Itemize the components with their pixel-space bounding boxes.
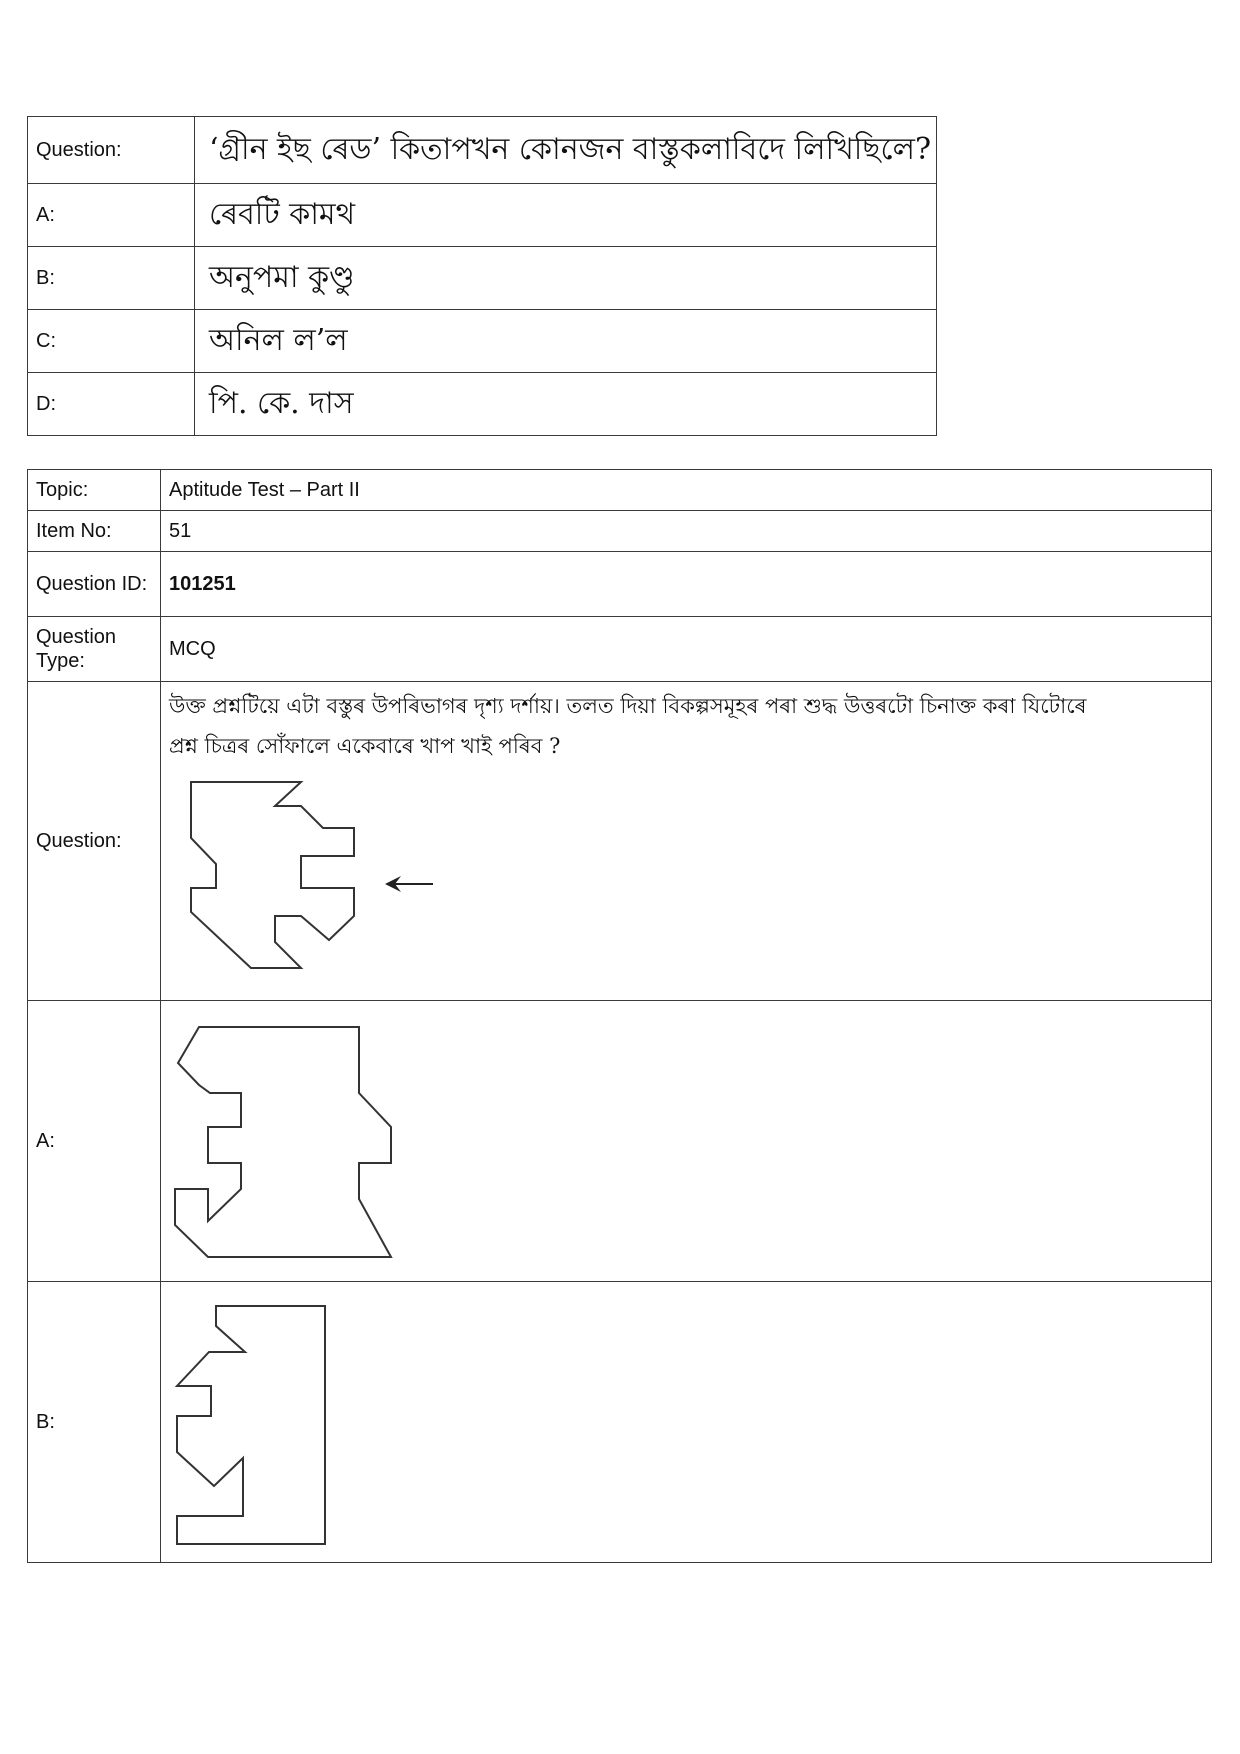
question-table-1 [27,116,937,436]
question-shape [191,782,354,968]
option-c-label: C: [28,310,195,373]
figure-option-a-cell [161,1001,1212,1282]
option-a-label: A: [28,184,195,247]
question-figure [161,766,481,976]
figure-question-cell [161,682,1212,1001]
topic-value: Aptitude Test – Part II [161,470,1212,511]
option-b-label: B: [28,247,195,310]
option-b-figure [161,1292,421,1552]
figure-question-label: Question: [28,682,161,1001]
figure-question-line-2: প্ৰশ্ন চিত্ৰৰ সোঁফালে একেবাৰে খাপ খাই পৰিব ? [169,734,561,758]
question-type-value: MCQ [161,617,1212,682]
figure-question-line-1: উক্ত প্ৰশ্নটিয়ে এটা বস্তুৰ উপৰিভাগৰ দৃশ্য দৰ্শায়। তলত দিয়া বিকল্পসমূহৰ পৰা শুদ্ধ উত্তৰটো চিনাক্ত কৰা যিটোৰে [169,694,1087,718]
figure-question-text [161,682,1211,766]
question-id-label: Question ID: [28,552,161,617]
topic-label: Topic: [28,470,161,511]
option-b-shape [177,1306,325,1544]
option-c-text: অনিল ল’ল [195,310,937,373]
question-type-label: Question Type: [28,617,161,682]
question-text: ‘গ্ৰীন ইছ ৰেড’ কিতাপখন কোনজন বাস্তুকলাবিদে লিখিছিলে? [195,117,937,184]
option-d-label: D: [28,373,195,436]
question-id-value: 101251 [161,552,1212,617]
option-a-shape [175,1027,391,1257]
option-a-text: ৰেবটি কামথ [195,184,937,247]
question-label: Question: [28,117,195,184]
question-table-2 [27,469,1212,1563]
item-no-label: Item No: [28,511,161,552]
option-a-figure [161,1011,421,1271]
figure-option-a-label: A: [28,1001,161,1282]
option-b-text: অনুপমা কুণ্ডু [195,247,937,310]
figure-option-b-label: B: [28,1282,161,1563]
item-no-value: 51 [161,511,1212,552]
figure-option-b-cell [161,1282,1212,1563]
option-d-text: পি. কে. দাস [195,373,937,436]
